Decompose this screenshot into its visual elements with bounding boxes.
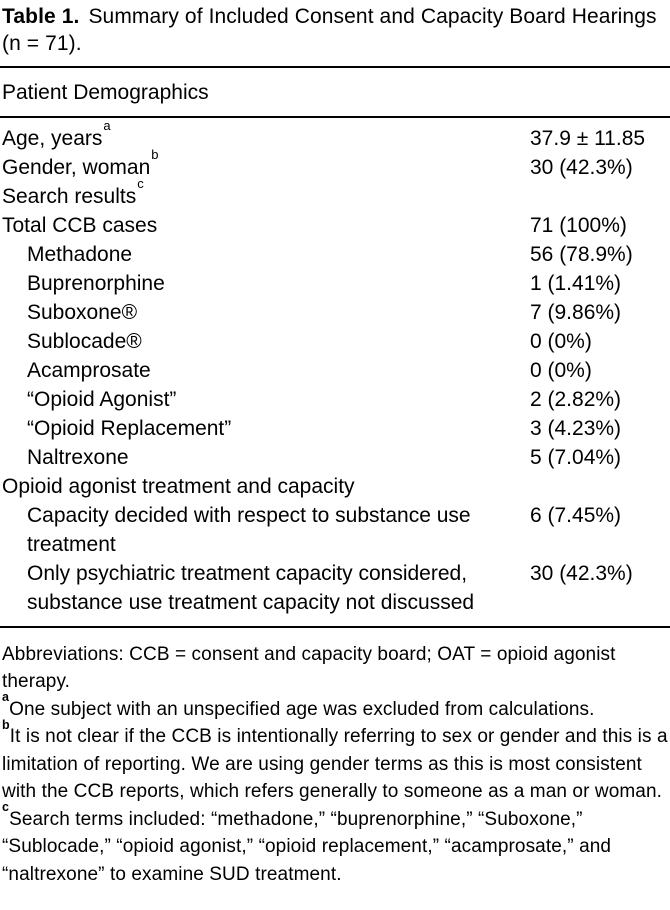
row-value: 0 (0%) bbox=[530, 358, 592, 382]
row-value: 0 (0%) bbox=[530, 329, 592, 353]
row-label: Search results$^c$ bbox=[2, 175, 144, 208]
row-value: 2 (2.82%) bbox=[530, 387, 622, 411]
row-value: 6 (7.45%) bbox=[530, 503, 622, 527]
row-value: 5 (7.04%) bbox=[530, 445, 622, 469]
footnote-marker: b bbox=[2, 717, 10, 732]
footnote-marker: a bbox=[103, 117, 111, 133]
table-row bbox=[0, 327, 670, 356]
row-label: Capacity decided with respect to substance use treatment bbox=[27, 503, 471, 556]
table-row bbox=[0, 559, 670, 617]
table-row bbox=[0, 414, 670, 443]
table-row bbox=[0, 443, 670, 472]
row-value: 7 (9.86%) bbox=[530, 300, 622, 324]
table-row bbox=[0, 146, 670, 182]
table-row bbox=[0, 175, 670, 211]
row-label: Total CCB cases bbox=[2, 213, 158, 237]
row-label: Opioid agonist treatment and capacity bbox=[2, 474, 355, 498]
row-value: 30 (42.3%) bbox=[530, 561, 633, 585]
table-caption: Summary of Included Consent and Capacity Board Hearings (n = 71). bbox=[2, 5, 657, 55]
row-value: 71 (100%) bbox=[530, 213, 627, 237]
footnote: $^b$It is not clear if the CCB is intentionally referring to sex or gender and this is a limitation of reporting. We are using gender terms as this is most consistent with the CCB reports, which refers generally to someone as a man or woman. bbox=[2, 717, 668, 802]
table-row bbox=[0, 472, 670, 501]
footnote-marker: c bbox=[2, 800, 10, 815]
row-label: Naltrexone bbox=[27, 445, 129, 469]
table-row bbox=[0, 117, 670, 153]
row-label: Buprenorphine bbox=[27, 271, 165, 295]
table-row bbox=[0, 211, 670, 240]
table-row bbox=[0, 298, 670, 327]
table-row bbox=[0, 240, 670, 269]
table-row bbox=[0, 356, 670, 385]
row-value: 3 (4.23%) bbox=[530, 416, 622, 440]
row-value: 1 (1.41%) bbox=[530, 271, 622, 295]
row-value: 37.9 ± 11.85 bbox=[530, 126, 646, 150]
row-label: Suboxone® bbox=[27, 300, 138, 324]
row-value: 30 (42.3%) bbox=[530, 155, 633, 179]
table-title bbox=[0, 0, 670, 57]
row-label: Gender, woman$^b$ bbox=[2, 146, 159, 179]
footnote-marker: a bbox=[2, 690, 10, 705]
table-row bbox=[0, 385, 670, 414]
table-row bbox=[0, 501, 670, 559]
row-label: Age, years$^a$ bbox=[2, 117, 111, 150]
row-label: Sublocade® bbox=[27, 329, 142, 353]
table-body bbox=[0, 118, 670, 626]
row-label: “Opioid Agonist” bbox=[27, 387, 177, 411]
table-row bbox=[0, 269, 670, 298]
row-label: Acamprosate bbox=[27, 358, 151, 382]
table-number: Table 1. bbox=[2, 5, 80, 28]
row-label: Methadone bbox=[27, 242, 133, 266]
footnote-marker: c bbox=[137, 175, 144, 191]
footnotes bbox=[0, 628, 670, 889]
row-label: Only psychiatric treatment capacity considered, substance use treatment capacity not discussed bbox=[27, 561, 475, 614]
footnote-marker: b bbox=[151, 146, 159, 162]
footnote: $^c$Search terms included: “methadone,” “buprenorphine,” “Suboxone,” “Sublocade,” “opioid agonist,” “opioid replacement,” “acamprosate,” and “naltrexone” to examine SUD treatment. bbox=[2, 800, 612, 885]
abbreviations-note: Abbreviations: CCB = consent and capacity board; OAT = opioid agonist therapy. bbox=[2, 643, 616, 692]
row-value: 56 (78.9%) bbox=[530, 242, 633, 266]
row-label: “Opioid Replacement” bbox=[27, 416, 232, 440]
section-header: Patient Demographics bbox=[2, 81, 209, 104]
footnote: $^a$One subject with an unspecified age was excluded from calculations. bbox=[2, 690, 595, 720]
